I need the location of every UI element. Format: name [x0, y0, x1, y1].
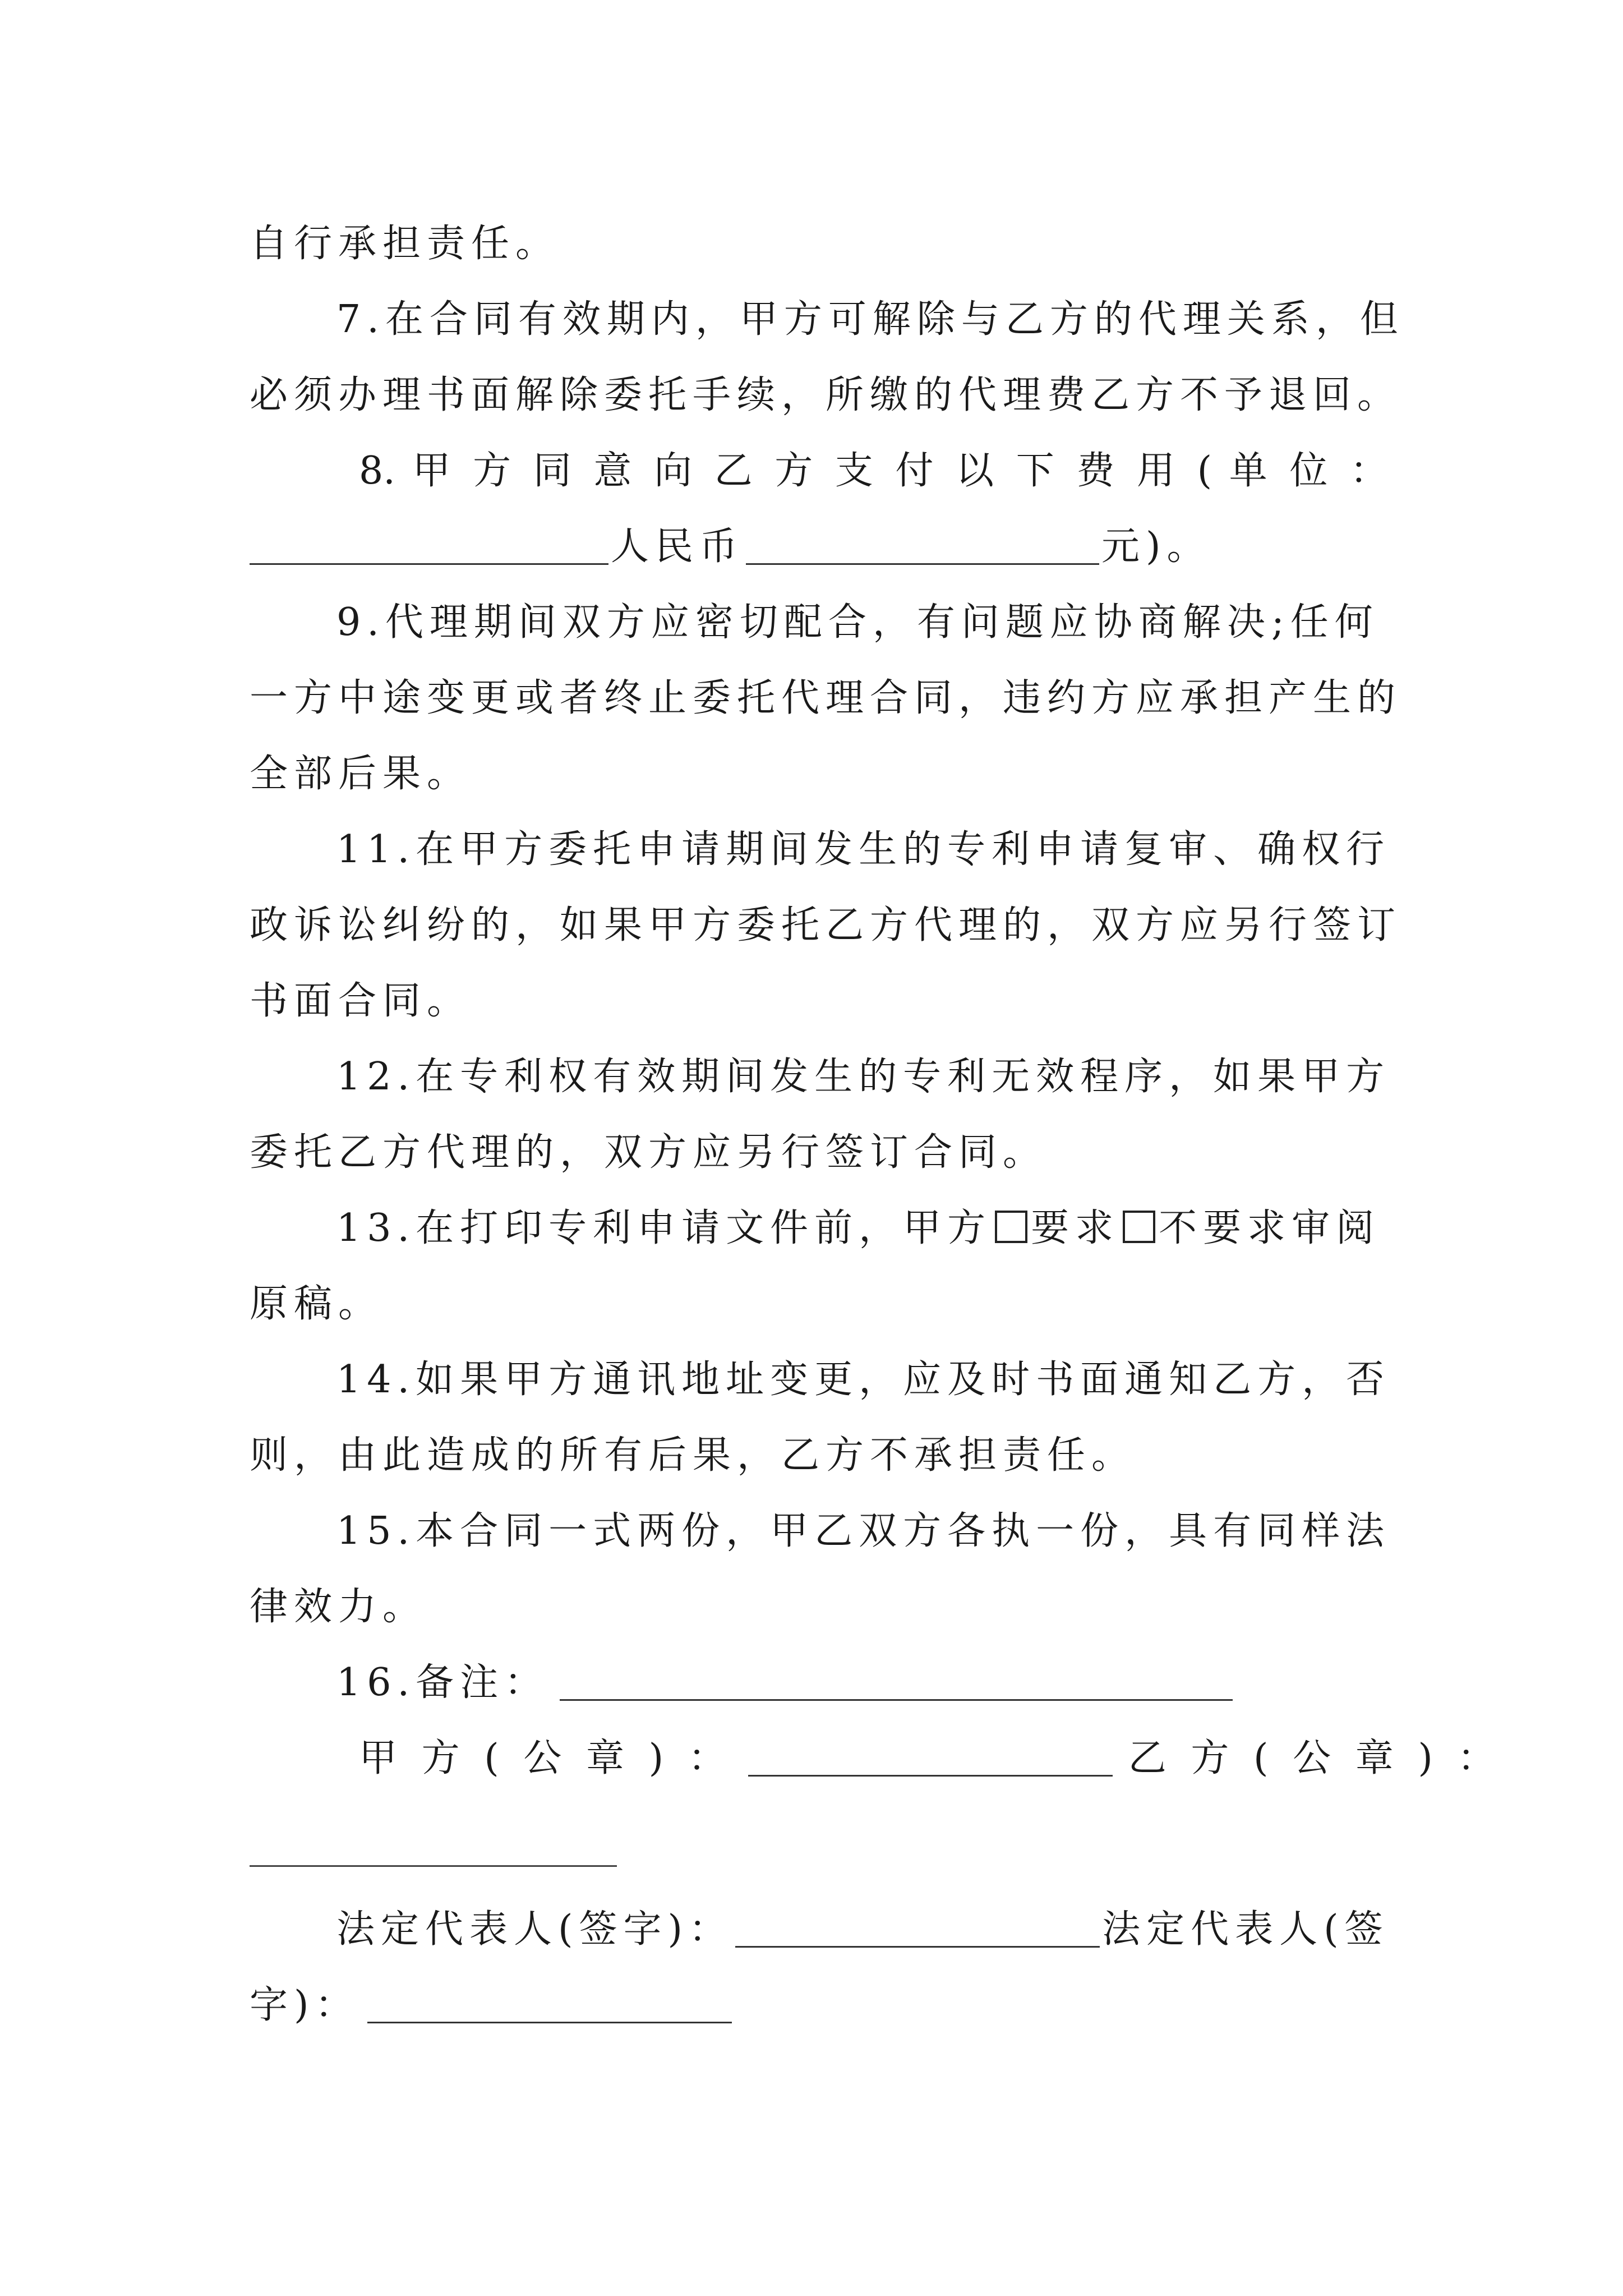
currency-unit: 元)。	[1101, 524, 1211, 569]
party-seal-line	[359, 1731, 1502, 1787]
clause-8-line-2	[250, 519, 1388, 575]
clause-13-line-1	[336, 1200, 1388, 1257]
clause-7-line-1: 7.在合同有效期内，甲方可解除与乙方的代理关系，但	[336, 297, 1404, 342]
clause-14-line-1: 14.如果甲方通讯地址变更，应及时书面通知乙方，否	[336, 1358, 1391, 1402]
party-a-seal-blank[interactable]	[748, 1736, 1113, 1777]
party-a-seal-label: 甲 方 ( 公 章 ) ：	[359, 1736, 732, 1780]
party-b-seal-blank[interactable]	[250, 1865, 617, 1867]
clause-11-line-2: 政诉讼纠纷的，如果甲方委托乙方代理的，双方应另行签订	[250, 903, 1402, 947]
remarks-label: 16.备注：	[336, 1660, 549, 1705]
party-b-rep-blank[interactable]	[367, 1982, 732, 2023]
clause-14-line-2: 则，由此造成的所有后果，乙方不承担责任。	[250, 1433, 1136, 1478]
checkbox-require-review[interactable]	[995, 1211, 1027, 1243]
party-b-rep-label-cont: 字)：	[250, 1983, 359, 2027]
clause-9-line-1: 9.代理期间双方应密切配合，有问题应协商解决;任何	[336, 600, 1379, 645]
party-b-rep-label: 法定代表人(签	[1102, 1907, 1389, 1952]
fee-blank-2[interactable]	[746, 524, 1099, 565]
clause-13-line-2: 原稿。	[250, 1282, 383, 1326]
clause-15-line-2: 律效力。	[250, 1585, 427, 1629]
clause-16-remarks	[336, 1655, 1388, 1711]
option-no-require-label: 不要求审阅	[1159, 1206, 1381, 1250]
clause-9-line-2: 一方中途变更或者终止委托代理合同，违约方应承担产生的	[250, 676, 1402, 720]
clause-9-line-3: 全部后果。	[250, 752, 472, 796]
legal-rep-line-2	[250, 1977, 1388, 2033]
clause-15-line-1: 15.本合同一式两份，甲乙双方各执一份，具有同样法	[336, 1509, 1391, 1553]
clause-11-line-3: 书面合同。	[250, 979, 472, 1023]
clause-8-line-1: 8. 甲 方 同 意 向 乙 方 支 付 以 下 费 用 ( 单 位 ：	[359, 449, 1388, 493]
legal-rep-line-1	[336, 1902, 1388, 1958]
clause-12-line-2: 委托乙方代理的，双方应另行签订合同。	[250, 1130, 1048, 1175]
clause-13-text: 13.在打印专利申请文件前，甲方	[336, 1206, 992, 1250]
remarks-blank[interactable]	[560, 1660, 1233, 1701]
clause-12-line-1: 12.在专利权有效期间发生的专利无效程序，如果甲方	[336, 1055, 1391, 1099]
party-a-rep-label: 法定代表人(签字)：	[336, 1907, 734, 1952]
option-require-label: 要求	[1031, 1206, 1120, 1250]
checkbox-no-review[interactable]	[1123, 1211, 1155, 1243]
clause-7-line-2: 必须办理书面解除委托手续，所缴的代理费乙方不予退回。	[250, 373, 1402, 417]
fee-blank-1[interactable]	[250, 524, 608, 565]
party-a-rep-blank[interactable]	[735, 1907, 1100, 1948]
party-b-seal-label: 乙 方 ( 公 章 ) ：	[1128, 1736, 1502, 1780]
clause-11-line-1: 11.在甲方委托申请期间发生的专利申请复审、确权行	[336, 827, 1391, 872]
currency-label: 人民币	[611, 524, 744, 569]
line-liability-end: 自行承担责任。	[250, 222, 560, 266]
